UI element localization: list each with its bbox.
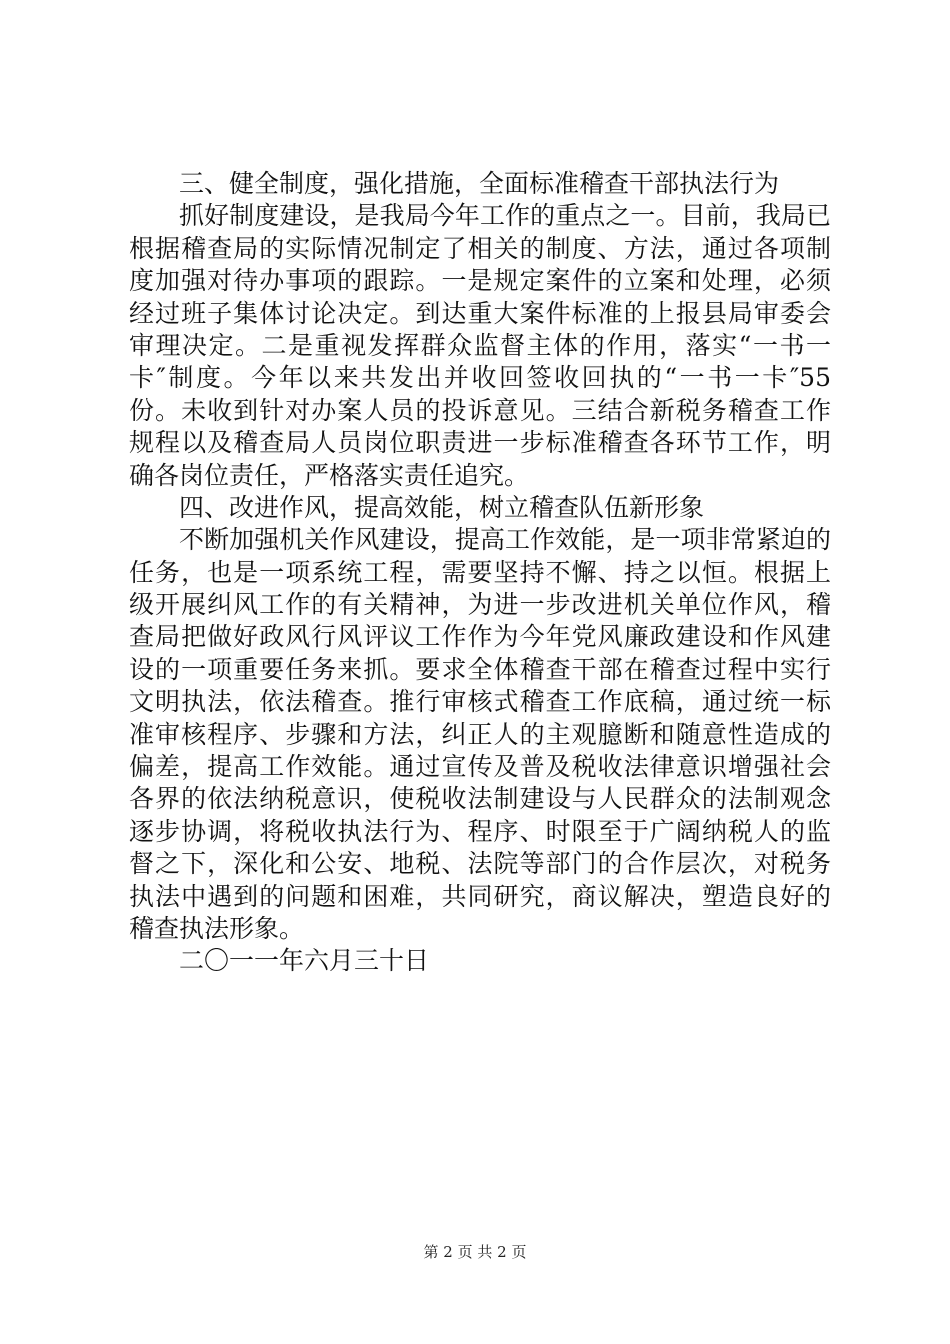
paragraph-line: 文明执法，依法稽查。推行审核式稽查工作底稿，通过统一标 [129,687,831,717]
paragraph-line: 准审核程序、步骤和方法，纠正人的主观臆断和随意性造成的 [129,719,831,749]
page-number-footer: 第 2 页 共 2 页 [423,1243,527,1261]
section-heading: 三、健全制度，强化措施，全面标准稽查干部执法行为 [179,169,780,198]
paragraph-line: 抓好制度建设，是我局今年工作的重点之一。目前，我局已 [179,201,831,231]
paragraph-line: 份。未收到针对办案人员的投诉意见。三结合新税务稽查工作 [129,395,831,425]
paragraph-line: 级开展纠风工作的有关精神，为进一步改进机关单位作风，稽 [129,590,831,620]
paragraph-line: 逐步协调，将税收执法行为、程序、时限至于广阔纳税人的监 [129,816,831,846]
paragraph-line: 督之下，深化和公安、地税、法院等部门的合作层次，对税务 [129,849,831,879]
paragraph-line: 规程以及稽查局人员岗位职责进一步标准稽查各环节工作，明 [129,428,831,458]
paragraph-line: 经过班子集体讨论决定。到达重大案件标准的上报县局审委会 [129,298,831,328]
paragraph-line: 审理决定。二是重视发挥群众监督主体的作用，落实“一书一 [129,330,831,360]
paragraph-line: 设的一项重要任务来抓。要求全体稽查干部在稽查过程中实行 [129,654,831,684]
paragraph-line: 根据稽查局的实际情况制定了相关的制度、方法，通过各项制 [129,233,831,263]
paragraph-line: 不断加强机关作风建设，提高工作效能，是一项非常紧迫的 [179,525,831,555]
paragraph-line: 查局把做好政风行风评议工作作为今年党风廉政建设和作风建 [129,622,831,652]
paragraph-line: 确各岗位责任，严格落实责任追究。 [129,460,530,490]
paragraph-line: 任务，也是一项系统工程，需要坚持不懈、持之以恒。根据上 [129,557,831,587]
paragraph-line: 偏差，提高工作效能。通过宣传及普及税收法律意识增强社会 [129,752,831,782]
paragraph-line: 各界的依法纳税意识，使税收法制建设与人民群众的法制观念 [129,784,831,814]
paragraph-line: 执法中遇到的问题和困难，共同研究，商议解决，塑造良好的 [129,881,831,911]
document-body [129,168,831,978]
paragraph-line: 度加强对待办事项的跟踪。一是规定案件的立案和处理，必须 [129,266,831,296]
document-date: 二〇一一年六月三十日 [179,946,430,976]
section-heading: 四、改进作风，提高效能，树立稽查队伍新形象 [179,492,705,522]
paragraph-line: 卡″制度。今年以来共发出并收回签收回执的“一书一卡″55 [129,363,831,393]
paragraph-line: 稽查执法形象。 [129,913,305,943]
